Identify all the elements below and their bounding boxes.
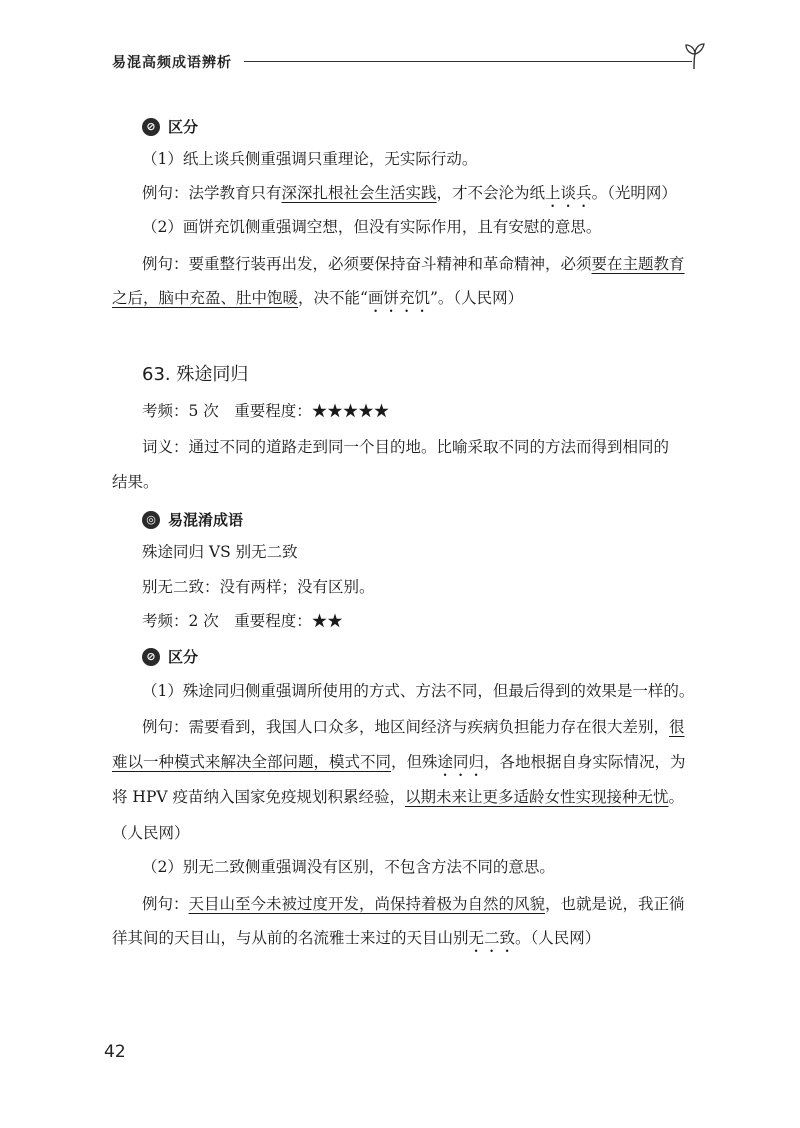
- distinguish-point-3: （1）殊途同归侧重强调所使用的方式、方法不同，但最后得到的效果是一样的。: [142, 682, 695, 700]
- example-sentence-4: 例句：天目山至今未被过度开发，尚保持着极为自然的风貌，也就是说，我正徜: [142, 895, 685, 913]
- example-sentence-3-line2: 难以一种模式来解决全部问题，模式不同，但殊途同归，各地根据自身实际情况，为: [112, 753, 686, 771]
- example-sentence-2-cont: 之后，脑中充盈、肚中饱暖，决不能“画饼充饥”。（人民网）: [112, 289, 524, 307]
- compass-icon: ⊘: [142, 648, 160, 666]
- example-sentence-3: 例句：需要看到，我国人口众多，地区间经济与疾病负担能力存在很大差别，很: [142, 718, 685, 736]
- entry-meaning: 词义：通过不同的道路走到同一个目的地。比喻采取不同的方法而得到相同的: [142, 438, 670, 456]
- confusion-definition: 别无二致：没有两样；没有区别。: [142, 578, 375, 596]
- section-distinguish-1: [142, 116, 198, 137]
- page-number: 42: [104, 1042, 126, 1062]
- section-label: 区分: [168, 118, 199, 136]
- header-rule: [244, 61, 692, 62]
- section-confusion: [142, 509, 243, 530]
- example-sentence-1: 例句：法学教育只有深深扎根社会生活实践，才不会沦为纸上谈兵。（光明网）: [142, 184, 677, 202]
- page-header: [112, 40, 712, 80]
- distinguish-point-4: （2）别无二致侧重强调没有区别，不包含方法不同的意思。: [142, 858, 555, 876]
- section-label: 易混淆成语: [168, 511, 244, 529]
- example-sentence-2: 例句：要重整行装再出发，必须要保持奋斗精神和革命精神，必须要在主题教育: [142, 255, 685, 273]
- confusion-frequency: 考频：2 次 重要程度：★★: [142, 612, 343, 630]
- running-title: 易混高频成语辨析: [112, 55, 232, 71]
- tag-icon: ◎: [142, 511, 160, 529]
- entry-title: 63. 殊途同归: [142, 364, 249, 385]
- section-distinguish-2: [142, 646, 198, 667]
- compass-icon: ⊘: [142, 118, 160, 136]
- confusion-pair: 殊途同归 VS 别无二致: [142, 543, 298, 561]
- distinguish-point-2: （2）画饼充饥侧重强调空想，但没有实际作用，且有安慰的意思。: [142, 218, 602, 236]
- entry-frequency: 考频：5 次 重要程度：★★★★★: [142, 402, 390, 420]
- entry-meaning-cont: 结果。: [112, 473, 159, 491]
- example-sentence-3-source: （人民网）: [112, 824, 190, 842]
- sprout-icon: [680, 40, 710, 70]
- distinguish-point-1: （1）纸上谈兵侧重强调只重理论，无实际行动。: [142, 150, 478, 168]
- section-label: 区分: [168, 648, 199, 666]
- example-sentence-4-line2: 徉其间的天目山，与从前的名流雅士来过的天目山别无二致。（人民网）: [112, 929, 601, 947]
- example-sentence-3-line3: 将 HPV 疫苗纳入国家免疫规划积累经验，以期未来让更多适龄女性实现接种无忧。: [112, 788, 685, 806]
